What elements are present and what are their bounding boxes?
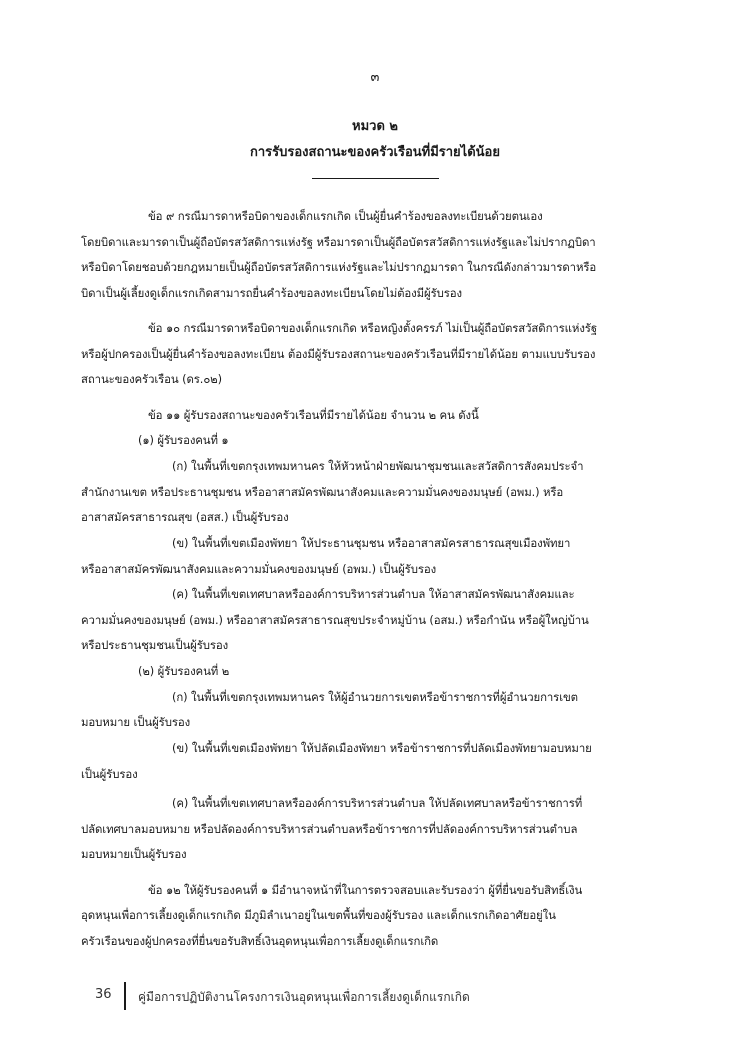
body-line: (ก) ในพื้นที่เขตกรุงเทพมหานคร ให้หัวหน้าฝ่ายพัฒนาชุมชนและสวัสดิการสังคมประจำ	[172, 459, 584, 473]
footer-title: คู่มือการปฏิบัติงานโครงการเงินอุดหนุนเพื่อการเลี้ยงดูเด็กแรกเกิด	[138, 990, 470, 1004]
body-line: อุดหนุนเพื่อการเลี้ยงดูเด็กแรกเกิด มีภูมิลำเนาอยู่ในเขตพื้นที่ของผู้รับรอง และเด็กแรกเกิดอาศัยอยู่ใน	[81, 908, 556, 922]
body-line: หรือผู้ปกครองเป็นผู้ยื่นคำร้องขอลงทะเบียน ต้องมีผู้รับรองสถานะของครัวเรือนที่มีรายได้น้อย ตามแบบรับรอง	[81, 347, 596, 361]
body-line: (ค) ในพื้นที่เขตเทศบาลหรือองค์การบริหารส่วนตำบล ให้อาสาสมัครพัฒนาสังคมและ	[172, 587, 575, 601]
body-line: ข้อ ๙ กรณีมารดาหรือบิดาของเด็กแรกเกิด เป็นผู้ยื่นคำร้องขอลงทะเบียนด้วยตนเอง	[148, 209, 543, 223]
body-line: ปลัดเทศบาลมอบหมาย หรือปลัดองค์การบริหารส่วนตำบลหรือข้าราชการที่ปลัดองค์การบริหารส่วนตำบล	[81, 822, 578, 836]
body-line: ข้อ ๑๐ กรณีมารดาหรือบิดาของเด็กแรกเกิด หรือหญิงตั้งครรภ์ ไม่เป็นผู้ถือบัตรสวัสดิการแห่งรัฐ	[148, 321, 597, 335]
body-line: เป็นผู้รับรอง	[81, 767, 138, 781]
body-line: สถานะของครัวเรือน (ดร.๐๒)	[81, 372, 222, 386]
body-line: ความมั่นคงของมนุษย์ (อพม.) หรืออาสาสมัครสาธารณสุขประจำหมู่บ้าน (อสม.) หรือกำนัน หรือผู้ใหญ่บ้าน	[81, 613, 589, 627]
body-line: หรือบิดาโดยชอบด้วยกฎหมายเป็นผู้ถือบัตรสวัสดิการแห่งรัฐและไม่ปรากฏมารดา ในกรณีดังกล่าวมารดาหรือ	[81, 260, 597, 274]
body-line: อาสาสมัครสาธารณสุข (อสส.) เป็นผู้รับรอง	[81, 510, 289, 524]
body-line: สำนักงานเขต หรือประธานชุมชน หรืออาสาสมัครพัฒนาสังคมและความมั่นคงของมนุษย์ (อพม.) หรือ	[81, 485, 564, 499]
body-line: (๑) ผู้รับรองคนที่ ๑	[138, 433, 229, 447]
body-line: มอบหมายเป็นผู้รับรอง	[81, 847, 187, 861]
chapter-subheading: การรับรองสถานะของครัวเรือนที่มีรายได้น้อย	[250, 145, 500, 160]
body-line: (ข) ในพื้นที่เขตเมืองพัทยา ให้ประธานชุมชน หรืออาสาสมัครสาธารณสุขเมืองพัทยา	[172, 536, 571, 550]
page-number-top: ๓	[370, 70, 380, 85]
body-line: โดยบิดาและมารดาเป็นผู้ถือบัตรสวัสดิการแห่งรัฐ หรือมารดาเป็นผู้ถือบัตรสวัสดิการแห่งรัฐและไม่ปรากฏบิดา	[81, 235, 596, 249]
body-line: (ค) ในพื้นที่เขตเทศบาลหรือองค์การบริหารส่วนตำบล ให้ปลัดเทศบาลหรือข้าราชการที่	[172, 796, 583, 810]
body-line: บิดาเป็นผู้เลี้ยงดูเด็กแรกเกิดสามารถยื่นคำร้องขอลงทะเบียนโดยไม่ต้องมีผู้รับรอง	[81, 286, 462, 300]
footer-divider	[124, 982, 126, 1010]
chapter-heading: หมวด ๒	[352, 119, 398, 134]
body-line: หรือประธานชุมชนเป็นผู้รับรอง	[81, 638, 229, 652]
body-line: (ข) ในพื้นที่เขตเมืองพัทยา ให้ปลัดเมืองพัทยา หรือข้าราชการที่ปลัดเมืองพัทยามอบหมาย	[172, 741, 592, 755]
body-line: ครัวเรือนของผู้ปกครองที่ยื่นขอรับสิทธิ์เงินอุดหนุนเพื่อการเลี้ยงดูเด็กแรกเกิด	[81, 934, 439, 948]
body-line: (ก) ในพื้นที่เขตกรุงเทพมหานคร ให้ผู้อำนวยการเขตหรือข้าราชการที่ผู้อำนวยการเขต	[172, 690, 578, 704]
footer-page-number: 36	[95, 987, 112, 1002]
body-line: ข้อ ๑๒ ให้ผู้รับรองคนที่ ๑ มีอำนาจหน้าที่ในการตรวจสอบและรับรองว่า ผู้ที่ยื่นขอรับสิทธิ์เงิน	[148, 883, 583, 897]
heading-underline	[312, 178, 439, 179]
body-line: มอบหมาย เป็นผู้รับรอง	[81, 715, 191, 729]
body-line: (๒) ผู้รับรองคนที่ ๒	[138, 664, 230, 678]
body-line: หรืออาสาสมัครพัฒนาสังคมและความมั่นคงของมนุษย์ (อพม.) เป็นผู้รับรอง	[81, 562, 437, 576]
body-line: ข้อ ๑๑ ผู้รับรองสถานะของครัวเรือนที่มีรายได้น้อย จำนวน ๒ คน ดังนี้	[148, 408, 479, 422]
